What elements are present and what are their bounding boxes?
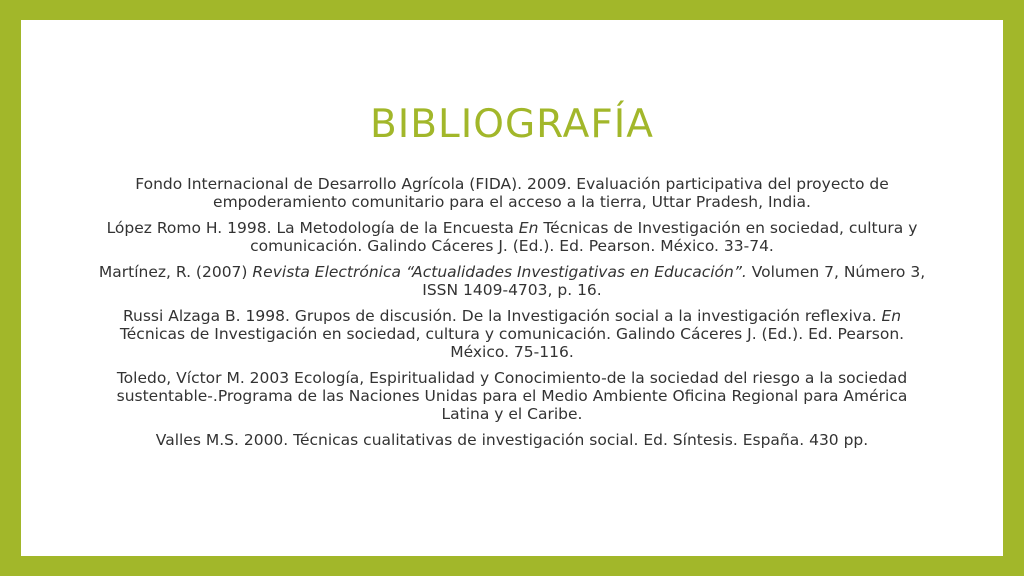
reference-item-martinez xyxy=(91,263,933,299)
reference-text: Martínez, R. (2007) xyxy=(98,263,253,281)
reference-item-toledo xyxy=(91,369,933,423)
slide xyxy=(21,20,1003,556)
bibliography-list xyxy=(91,175,933,449)
reference-text: Fondo Internacional de Desarrollo Agrícola (FIDA). 2009. Evaluación participativa del proyecto de empoderamiento comunitario para el acceso a la tierra, Uttar Pradesh, India. xyxy=(135,175,889,211)
reference-text: López Romo H. 1998. La Metodología de la Encuesta xyxy=(106,219,519,237)
slide-title: BIBLIOGRAFÍA xyxy=(370,102,654,147)
reference-text: Valles M.S. 2000. Técnicas cualitativas de investigación social. Ed. Síntesis. España. 430 pp. xyxy=(155,431,869,449)
reference-italic: Revista Electrónica “Actualidades Investigativas en Educación”. xyxy=(252,263,747,281)
reference-item-fida xyxy=(91,175,933,211)
reference-item-lopez-romo xyxy=(91,219,933,255)
reference-text: Russi Alzaga B. 1998. Grupos de discusión. De la Investigación social a la investigación reflexiva. xyxy=(122,307,882,325)
reference-text: Técnicas de Investigación en sociedad, cultura y comunicación. Galindo Cáceres J. (Ed.). Ed. Pearson. México. 75-116. xyxy=(119,325,905,361)
reference-italic: En xyxy=(881,307,902,325)
reference-italic: En xyxy=(518,219,539,237)
reference-text: Toledo, Víctor M. 2003 Ecología, Espiritualidad y Conocimiento-de la sociedad del riesgo a la sociedad sustentable-.Programa de las Naciones Unidas para el Medio Ambiente Oficina Regional para América Latina y el Caribe. xyxy=(116,369,908,423)
reference-item-valles xyxy=(91,431,933,449)
reference-item-russi-alzaga xyxy=(91,307,933,361)
reference-text: Técnicas de Investigación en sociedad, cultura y comunicación. Galindo Cáceres J. (Ed.). Ed. Pearson. México. 33-74. xyxy=(250,219,918,255)
reference-text: Volumen 7, Número 3, ISSN 1409-4703, p. 16. xyxy=(422,263,926,299)
